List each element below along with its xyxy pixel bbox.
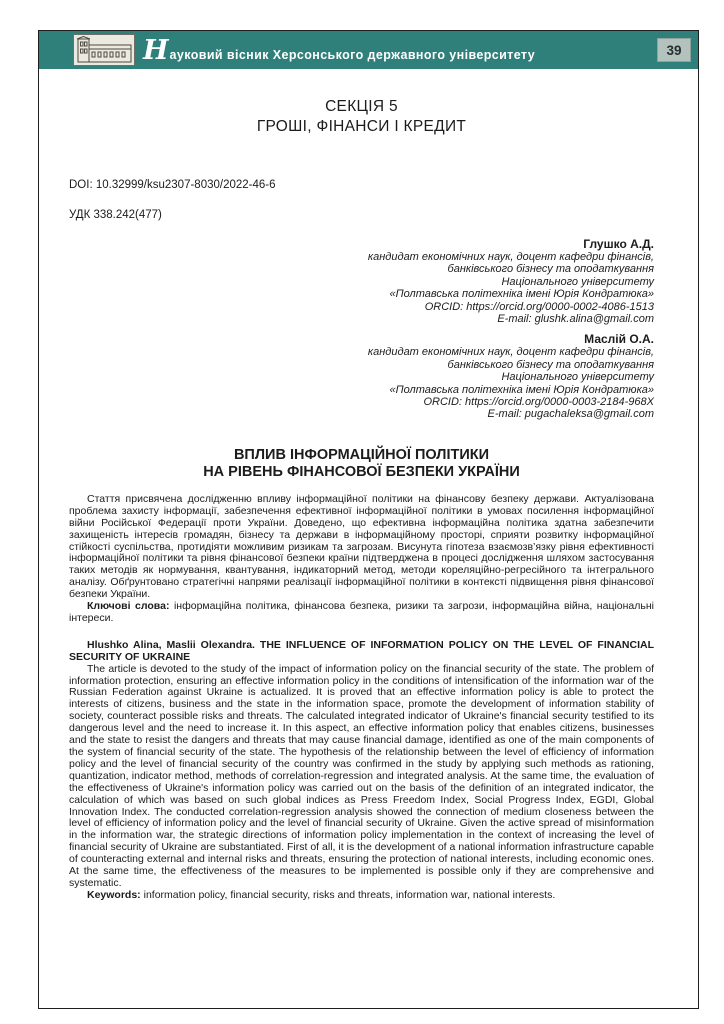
journal-title-text: ауковий вісник Херсонського державного університету <box>169 47 536 62</box>
keywords-uk-text: інформаційна політика, фінансова безпека, ризики та загрози, інформаційна війна, національні інтереси. <box>69 600 654 624</box>
journal-title-initial: Н <box>143 34 169 66</box>
keywords-english <box>69 890 654 902</box>
affiliation-line: «Полтавська політехніка імені Юрія Кондратюка» <box>389 288 654 301</box>
affiliation-line: банківського бізнесу та оподаткування <box>447 263 654 276</box>
udk-line: УДК 338.242(477) <box>69 209 162 221</box>
affiliation-line: банківського бізнесу та оподаткування <box>447 358 654 371</box>
keywords-uk-label: Ключові слова: <box>87 600 170 613</box>
article-content <box>39 69 698 902</box>
doi-line: DOI: 10.32999/ksu2307-8030/2022-46-6 <box>69 179 276 191</box>
affiliation-line: «Полтавська політехніка імені Юрія Кондратюка» <box>389 383 654 396</box>
abstract-english: The article is devoted to the study of the impact of information policy on the financial security of the state. The problem of information protection, ensuring an effective information policy in the conditions of intensification of the information war of the Russian Federation against Ukraine is actualized. It is proved that an effective information policy is able to protect the interests of citizens, business and the state in the information space, promote the development of information stability of society, counteract possible risks and threats. The calculated integrated indicator of Ukraine's financial security testified to its dangerous level and the need to increase it. In this aspect, an effective information policy that enables citizens, businesses and the state to resist the dangers and threats that may cause financial damage, identified as one of the main components of the system of financial security of the state. The hypothesis of the relationship between the level of efficiency of information policy and the level of financial security of the country was confirmed in the study by applying such methods as rationing, quantization, indicator method, methods of correlation-regression and integrated analysis. At the same time, the evaluation of the effectiveness of Ukraine's information policy was carried out on the basis of the definition of an integrated indicator, the calculation of which was based on such global indices as Press Freedom Index, Social Progress Index, EGDI, Global Innovation Index. The conducted correlation-regression analysis showed the connection of medium closeness between the level of efficiency of information policy and the level of financial security of Ukraine. Given the active spread of misinformation in the information war, the strategic directions of information policy implementation in the context of increasing the level of financial security of Ukraine are substantiated. First of all, it is the development of a national information infrastructure capable of counteracting external and internal risks and threats, ensuring the protection of national interests, including economic ones. At the same time, the effectiveness of the measures to be implemented is possible only if they are comprehensive and systematic. <box>69 662 654 889</box>
english-section <box>69 640 654 902</box>
section-number: СЕКЦІЯ 5 <box>325 98 398 115</box>
section-title: ГРОШІ, ФІНАНСИ І КРЕДИТ <box>256 118 467 135</box>
affiliation-line: кандидат економічних наук, доцент кафедри фінансів, <box>367 346 654 359</box>
english-heading: Hlushko Alina, Maslii Olexandra. THE INFLUENCE OF INFORMATION POLICY ON THE LEVEL OF FINANCIAL SECURITY OF UKRAINE <box>69 638 654 663</box>
keywords-en-text: information policy, financial security, risks and threats, information war, national interests. <box>140 888 556 901</box>
section-heading <box>69 97 654 137</box>
article-title-line2: НА РІВЕНЬ ФІНАНСОВОЇ БЕЗПЕКИ УКРАЇНИ <box>203 463 520 480</box>
page-frame <box>38 30 699 1009</box>
orcid-line: ORCID: https://orcid.org/0000-0003-2184-968X <box>423 396 654 409</box>
author-1 <box>69 237 654 325</box>
author-name: Глушко А.Д. <box>583 237 654 251</box>
affiliation-line: Національного університету <box>501 275 654 288</box>
abstract-ukrainian: Стаття присвячена дослідженню впливу інформаційної політики на фінансову безпеку держави. Актуалізована проблема захисту інформації, забезпечення ефективної інформаційної політики в умовах посилення інформаційної війни Російської Федерації проти України. Доведено, що ефективна інформаційна політика здатна забезпечити захищеність інтересів громадян, бізнесу та держави в інформаційному просторі, сприяти розвитку інформаційної стійкості суспільства, протидіяти можливим ризикам та загрозам. Висунута гіпотеза взаємозв’язку рівня ефективності інформаційної політики та рівня фінансової безпеки країни підтверджена в процесі дослідження шляхом застосування таких методів як нормування, квантування, індикаторний метод, методи кореляційно-регресійного та інтегрального аналізу. Обґрунтовано стратегічні напрями реалізації інформаційної політики в контексті підвищення рівня фінансової безпеки України. <box>69 492 654 601</box>
email-line: E-mail: glushk.alina@gmail.com <box>497 313 654 326</box>
orcid-line: ORCID: https://orcid.org/0000-0002-4086-1513 <box>424 300 654 313</box>
authors-block <box>69 237 654 421</box>
affiliation-line: Національного університету <box>501 371 654 384</box>
keywords-en-label: Keywords: <box>87 888 141 901</box>
article-title-line1: ВПЛИВ ІНФОРМАЦІЙНОЇ ПОЛІТИКИ <box>233 446 490 463</box>
journal-title <box>139 34 536 66</box>
affiliation-line: кандидат економічних наук, доцент кафедри фінансів, <box>367 251 654 263</box>
journal-header <box>39 31 698 69</box>
author-name: Маслій О.А. <box>584 332 654 347</box>
university-building-icon <box>73 34 135 66</box>
email-line: E-mail: pugachaleksa@gmail.com <box>487 408 654 421</box>
author-2 <box>69 332 654 420</box>
page-number-badge: 39 <box>657 38 691 62</box>
keywords-ukrainian <box>69 601 654 625</box>
article-title <box>69 447 654 481</box>
